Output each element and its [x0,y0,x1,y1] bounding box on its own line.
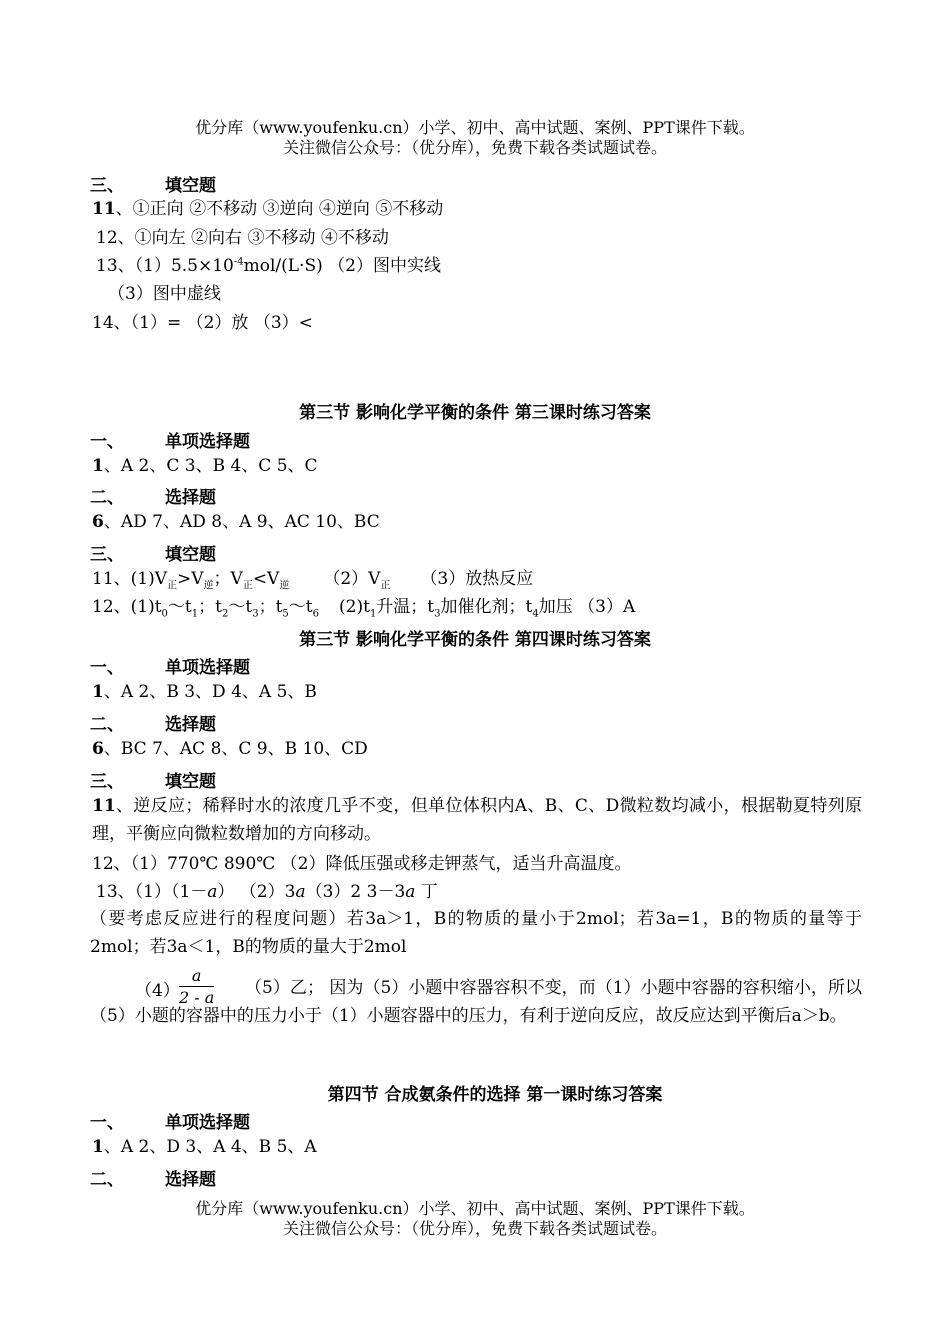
answer-line [96,255,441,277]
section-heading-choice [90,710,216,735]
question-number: 1 [92,456,104,476]
section-number: 二、 [90,715,124,735]
text-segment: （3）放热反应 [420,569,534,589]
subscript: 6 [312,608,320,620]
answer-line [92,1136,317,1158]
fraction-numerator: a [179,966,214,987]
text-segment: >V [177,569,204,589]
section-number: 一、 [90,658,124,678]
header-line-1: 优分库（www.youfenku.cn）小学、初中、高中试题、案例、PPT课件下载。 [195,118,755,137]
section-heading-choice [90,483,216,508]
answer-line [92,596,635,618]
subscript: 正 [167,580,177,592]
question-number: 11 [92,199,116,219]
text-segment: (2)t [339,597,370,617]
section-heading-fill [90,767,216,792]
section-label: 填空题 [165,176,216,196]
section-heading-single [90,427,250,452]
section-number: 一、 [90,1113,124,1133]
text-segment: <V [252,569,280,589]
section-number: 三、 [90,176,124,196]
section-label: 单项选择题 [165,1113,250,1133]
subscript: 4 [532,608,539,620]
italic-variable: a [207,882,218,902]
section-label: 选择题 [165,715,216,735]
answer-text: 、A 2、D 3、A 4、B 5、A [103,1137,317,1157]
answer-text: 、A 2、C 3、B 4、C 5、C [103,456,318,476]
answer-line: 12、（1）770℃ 890℃ （2）降低压强或移走钾蒸气，适当升高温度。 [92,854,632,874]
section-title: 第三节 影响化学平衡的条件 第三课时练习答案 [299,403,651,423]
text-segment: ；V [213,569,243,589]
answer-line [96,881,438,903]
section-label: 单项选择题 [165,432,250,452]
fraction-denominator: 2 - a [179,988,215,1007]
answer-text: 、①正向 ②不移动 ③逆向 ④逆向 ⑤不移动 [115,199,444,219]
answer-line [92,198,443,220]
section-heading-fill [90,540,216,565]
answer-line: 14、（1）= （2）放 （3）< [92,313,313,333]
answer-paragraph [92,792,862,848]
section-heading-choice [90,1165,216,1190]
text-segment: ；t [258,597,283,617]
section-heading-single [90,1108,250,1133]
section-label: 单项选择题 [165,658,250,678]
section-label: 选择题 [165,1170,216,1190]
answer-line [92,738,368,760]
question-number: 6 [92,512,104,532]
subscript: 正 [242,580,253,592]
answer-text: 、逆反应；稀释时水的浓度几乎不变，但单位体积内A、B、C、D微粒数均减小，根据勒夏特列原理，平衡应向微粒数增加的方向移动。 [92,796,862,844]
answer-line [92,455,318,477]
section-number: 一、 [90,432,124,452]
text-segment: 加催化剂；t [440,597,533,617]
section-heading-single [90,653,250,678]
superscript: -4 [233,256,244,268]
answer-line [92,511,380,533]
section-number: 三、 [90,545,124,565]
answer-line [92,568,533,590]
subscript: 2 [221,608,229,620]
answer-line: 12、①向左 ②向右 ③不移动 ④不移动 [96,228,389,248]
section-label: 填空题 [165,772,216,792]
section-label: 填空题 [165,545,216,565]
italic-variable: a [295,882,306,902]
subscript: 3 [252,608,259,620]
section-title: 第三节 影响化学平衡的条件 第四课时练习答案 [299,630,651,650]
section-title: 第四节 合成氨条件的选择 第一课时练习答案 [327,1085,663,1105]
question-number: 11 [92,796,116,816]
answer-line-label: （4） [135,981,180,1001]
answer-text: 、BC 7、AC 8、C 9、B 10、CD [103,739,368,759]
text-segment: （3）2 3－3 [305,882,406,902]
subscript: 逆 [279,580,290,592]
question-number: 1 [92,682,104,702]
text-segment: ～t [167,597,192,617]
subscript: 5 [282,608,289,620]
header-line-2: 关注微信公众号：（优分库），免费下载各类试题试卷。 [282,138,667,157]
text-segment: ；t [198,597,222,617]
answer-line: （3）图中虚线 [108,284,221,304]
text-segment: 11、(1)V [92,569,167,589]
text-segment: 加压 （3）A [538,597,636,617]
subscript: 正 [380,580,391,592]
subscript: 逆 [203,580,214,592]
text-segment: mol/(L·S) （2）图中实线 [243,256,441,276]
answer-text: 、A 2、B 3、D 4、A 5、B [103,682,317,702]
text-segment: ～t [228,597,253,617]
answer-text: 、AD 7、AD 8、A 9、AC 10、BC [103,512,380,532]
subscript: 1 [191,608,199,620]
answer-line [92,681,317,703]
text-segment: 升温；t [376,597,435,617]
question-number: 6 [92,739,104,759]
section-label: 选择题 [165,488,216,508]
section-number: 二、 [90,1170,124,1190]
section-number: 三、 [90,772,124,792]
text-segment: ） （2）3 [217,882,296,902]
section-number: 二、 [90,488,124,508]
text-segment: 13、（1）5.5×10 [96,256,234,276]
subscript: 3 [434,608,441,620]
text-segment: 12、(1)t [92,597,162,617]
footer-line-1: 优分库（www.youfenku.cn）小学、初中、高中试题、案例、PPT课件下载。 [195,1199,755,1218]
text-segment: ～t [288,597,313,617]
subscript: 1 [369,608,377,620]
answer-paragraph: （5）乙； 因为（5）小题中容器容积不变，而（1）小题中容器的容积缩小，所以（5）小题的容器中的压力小于（1）小题容器中的压力，有利于逆向反应，故反应达到平衡后a＞b。 [90,978,862,1026]
answer-paragraph: （要考虑反应进行的程度问题）若3a＞1，B的物质的量小于2mol；若3a=1，B的物质的量等于2mol；若3a＜1，B的物质的量大于2mol [90,909,862,957]
subscript: 0 [161,608,168,620]
text-segment: 13、（1）（1－ [96,882,208,902]
text-segment: 丁 [415,882,438,902]
text-segment: （2）V [323,569,381,589]
question-number: 1 [92,1137,104,1157]
footer-line-2: 关注微信公众号：（优分库），免费下载各类试题试卷。 [282,1219,667,1238]
italic-variable: a [405,882,416,902]
section-heading-fill [90,171,216,196]
